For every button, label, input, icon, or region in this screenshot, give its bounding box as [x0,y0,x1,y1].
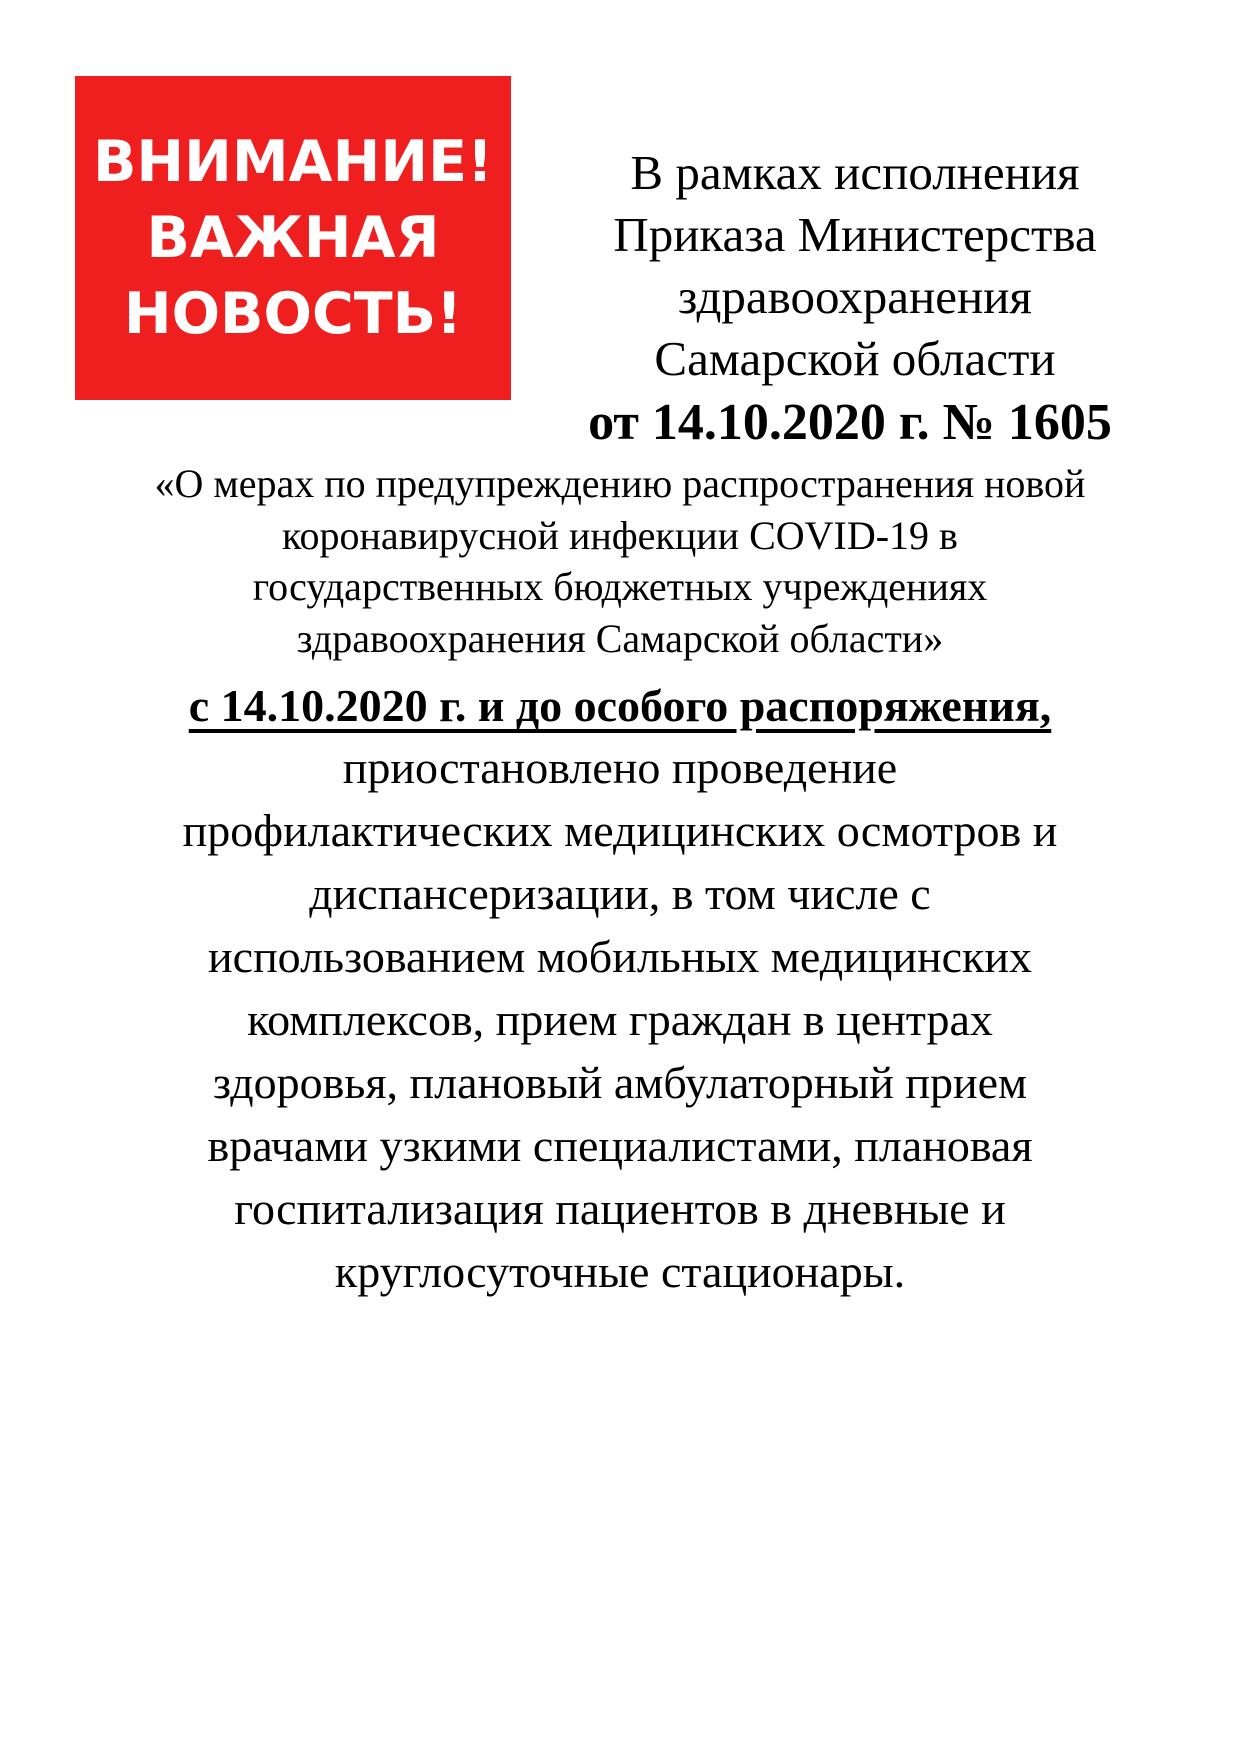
period-heading [40,674,1200,738]
attention-banner [75,76,511,400]
banner-line-news: НОВОСТЬ! [123,281,463,347]
intro-block [540,142,1170,390]
intro-line: В рамках исполнения [630,145,1080,200]
period-text: с 14.10.2020 г. и до особого распоряжения, [188,680,1052,731]
banner-line-important: ВАЖНАЯ [146,205,440,271]
body-line: комплексов, прием граждан в центрах [247,994,993,1045]
order-title-line: «О мерах по предупреждению распространения новой [154,461,1086,506]
body-line: приостановлено проведение [342,742,898,793]
intro-line: Приказа Министерства [613,207,1097,262]
body-line: круглосуточные стационары. [334,1246,906,1297]
order-title-block [40,458,1200,664]
intro-line: Самарской области [654,331,1056,386]
banner-line-attention: ВНИМАНИЕ! [92,129,494,195]
body-line: госпитализация пациентов в дневные и [234,1183,1006,1234]
order-title-line: государственных бюджетных учреждениях [252,564,988,609]
order-reference: от 14.10.2020 г. № 1605 [588,394,1112,451]
intro-line: здравоохранения [678,269,1032,324]
announcement-body [40,736,1200,1303]
body-line: врачами узкими специалистами, плановая [207,1120,1033,1171]
body-line: диспансеризации, в том числе с [309,868,931,919]
body-line: использованием мобильных медицинских [208,931,1032,982]
order-title-line: здравоохранения Самарской области» [296,615,944,661]
body-line: здоровья, плановый амбулаторный прием [212,1057,1028,1108]
order-title-line: коронавирусной инфекции COVID-19 в [282,512,958,558]
body-line: профилактических медицинских осмотров и [182,805,1058,856]
